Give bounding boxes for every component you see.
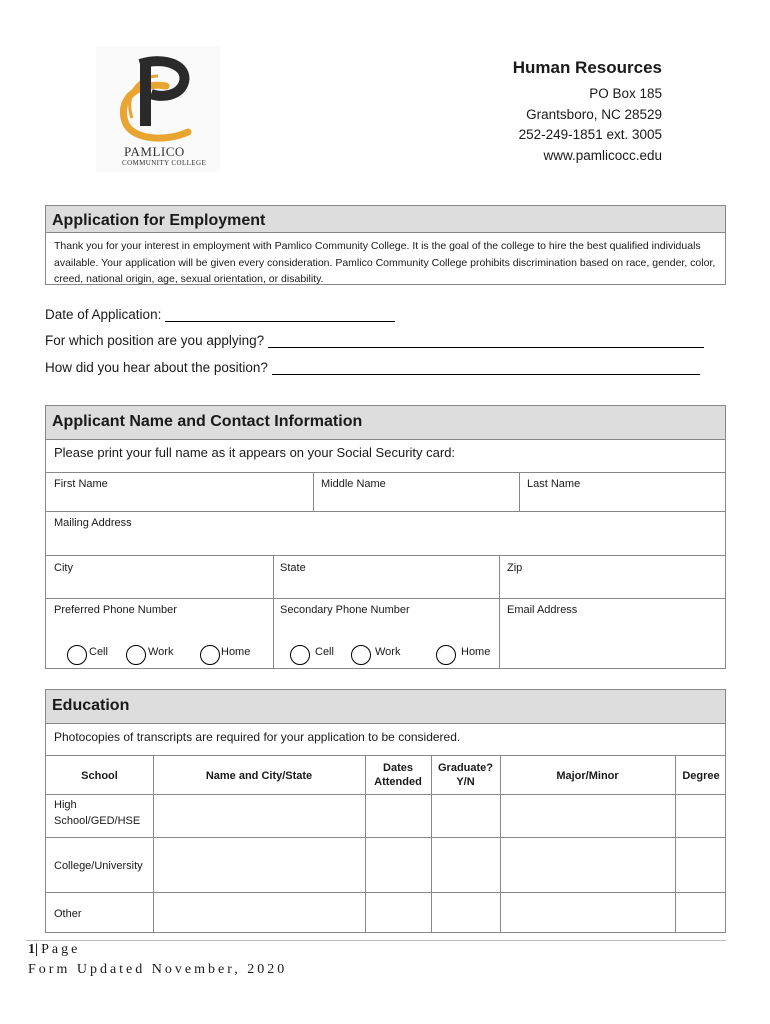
dates-header-line1: Dates: [383, 762, 413, 774]
secondary-cell-label: Cell: [315, 646, 334, 658]
contact-section: [45, 405, 726, 669]
dates-header: [365, 762, 431, 788]
secondary-work-label: Work: [375, 646, 401, 658]
logo-mark-icon: [96, 46, 220, 146]
school-header: School: [81, 770, 118, 782]
form-updated: Form Updated November, 2020: [28, 962, 288, 977]
footer-rule: [26, 940, 726, 941]
page-number: 1|Page: [28, 942, 81, 957]
secondary-home-radio[interactable]: [436, 645, 456, 665]
state-label: State: [280, 562, 306, 574]
contact-instruction: Please print your full name as it appears on your Social Security card:: [54, 445, 456, 460]
hr-website-line: www.pamlicocc.edu: [543, 147, 662, 163]
high-school-label-line2: School/GED/HSE: [54, 815, 141, 827]
contact-title: Applicant Name and Contact Information: [46, 406, 725, 440]
other-label: Other: [54, 908, 82, 920]
last-name-label: Last Name: [527, 478, 581, 490]
preferred-work-radio[interactable]: [126, 645, 146, 665]
graduate-header-line2: Y/N: [456, 776, 475, 788]
education-title: Education: [46, 690, 725, 724]
name-city-header: Name and City/State: [205, 770, 313, 782]
date-of-application-row: [45, 307, 395, 322]
logo-name: PAMLICO: [124, 144, 185, 159]
preferred-work-label: Work: [148, 646, 174, 658]
source-field[interactable]: [272, 360, 700, 375]
hr-phone-line: 252-249-1851 ext. 3005: [518, 127, 662, 142]
high-school-label: [54, 797, 140, 829]
secondary-home-label: Home: [461, 646, 491, 658]
middle-name-label: Middle Name: [321, 478, 386, 490]
preferred-phone-label: Preferred Phone Number: [54, 604, 177, 616]
source-row: [45, 360, 700, 375]
hr-city-line: Grantsboro, NC 28529: [526, 106, 662, 122]
college-logo: [96, 46, 220, 172]
position-field[interactable]: [268, 333, 704, 348]
graduate-header-line1: Graduate?: [437, 762, 493, 774]
preferred-home-radio[interactable]: [200, 645, 220, 665]
application-intro-box: [45, 205, 726, 285]
major-header: Major/Minor: [556, 770, 619, 782]
education-section: [45, 689, 726, 933]
page-number-value: 1: [28, 942, 35, 957]
application-title: Application for Employment: [46, 206, 725, 233]
secondary-cell-radio[interactable]: [290, 645, 310, 665]
secondary-phone-label: Secondary Phone Number: [280, 604, 410, 616]
position-label: For which position are you applying?: [45, 333, 265, 348]
date-of-application-field[interactable]: [165, 307, 395, 322]
mailing-address-label: Mailing Address: [54, 517, 132, 529]
hr-title: Human Resources: [512, 58, 662, 77]
city-label: City: [54, 562, 73, 574]
secondary-work-radio[interactable]: [351, 645, 371, 665]
page-word: Page: [41, 942, 81, 957]
degree-header: Degree: [682, 770, 720, 782]
preferred-home-label: Home: [221, 646, 251, 658]
high-school-label-line1: High: [54, 799, 77, 811]
zip-label: Zip: [507, 562, 523, 574]
date-of-application-label: Date of Application:: [45, 307, 162, 322]
graduate-header: [431, 762, 500, 788]
preferred-cell-label: Cell: [89, 646, 108, 658]
application-intro-text: Thank you for your interest in employment with Pamlico Community College. It is the goal of the college to hire the best qualified individuals available. Your application will be given every consideration. Pamlico Community College prohibits discrimination based on race, gender, color, creed, national origin, age, sexual orientation, or disability.: [54, 240, 716, 285]
education-instruction: Photocopies of transcripts are required for your application to be considered.: [54, 730, 461, 744]
hr-address-line: PO Box 185: [589, 86, 662, 101]
first-name-label: First Name: [54, 478, 108, 490]
college-label: College/University: [54, 860, 143, 872]
preferred-cell-radio[interactable]: [67, 645, 87, 665]
source-label: How did you hear about the position?: [45, 360, 268, 375]
dates-header-line2: Attended: [374, 776, 422, 788]
logo-subtitle: COMMUNITY COLLEGE: [122, 159, 207, 167]
position-row: [45, 333, 704, 348]
email-label: Email Address: [507, 604, 578, 616]
hr-contact-block: [513, 58, 662, 166]
